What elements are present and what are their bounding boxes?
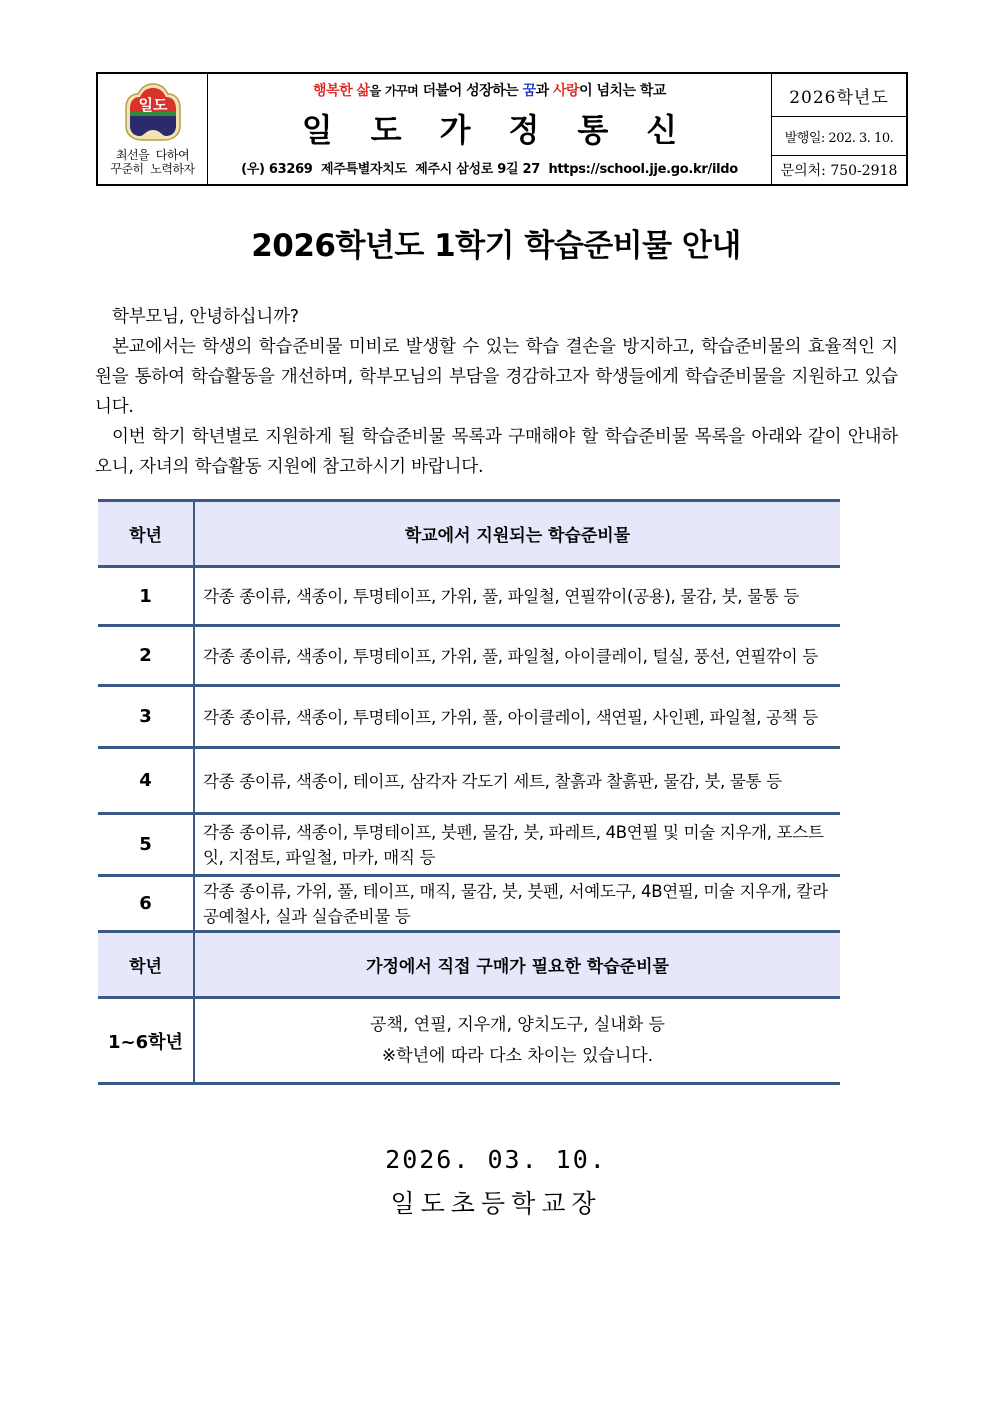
table-row — [98, 998, 840, 1084]
table-row — [98, 876, 840, 932]
header-info-cell — [772, 74, 906, 184]
supplies-cell: 각종 종이류, 색종이, 투명테이프, 붓펜, 물감, 붓, 파레트, 4B연필 및 미술 지우개, 포스트잇, 지점토, 파일철, 마카, 매직 등 — [194, 814, 840, 876]
home-supplies-header-row — [98, 932, 840, 998]
header-main-cell — [208, 74, 772, 184]
school-logo-icon — [122, 82, 184, 142]
supplies-cell: 각종 종이류, 가위, 풀, 테이프, 매직, 물감, 붓, 붓펜, 서예도구, 4B연필, 미술 지우개, 칼라공예철사, 실과 실습준비물 등 — [194, 876, 840, 932]
grade-cell: 2 — [98, 626, 194, 686]
svg-text:일도: 일도 — [138, 96, 167, 114]
grade-cell: 1 — [98, 567, 194, 626]
slogan-text: 이 넘치는 학교 — [579, 83, 666, 99]
signature-date: 2026. 03. 10. — [385, 1145, 607, 1174]
notice-paragraph: 이번 학기 학년별로 지원하게 될 학습준비물 목록과 구매해야 할 학습준비물 목록을 아래와 같이 안내하오니, 자녀의 학습활동 지원에 참고하시기 바랍니다. — [95, 427, 898, 477]
greeting-paragraph: 학부모님, 안녕하십니까? — [112, 307, 299, 327]
table-row — [98, 626, 840, 686]
grade-column-header: 학년 — [98, 501, 194, 567]
newsletter-title: 일도가정통신 — [301, 111, 716, 149]
supplies-cell: 각종 종이류, 색종이, 투명테이프, 가위, 풀, 아이클레이, 색연필, 사인펜, 파일철, 공책 등 — [194, 686, 840, 748]
table-row — [98, 686, 840, 748]
intro-text — [95, 302, 898, 482]
slogan-text: 꿈 — [522, 83, 536, 99]
grade-cell: 4 — [98, 748, 194, 814]
slogan-text: 삶 — [356, 83, 370, 99]
school-supplies-header-row — [98, 501, 840, 567]
slogan-text: 더불어 성장하는 — [422, 83, 519, 99]
signature-name: 일도초등학교장 — [390, 1189, 602, 1218]
motto-line-1: 최선을 다하여 — [115, 148, 190, 162]
grade-column-header: 학년 — [98, 932, 194, 998]
grade-cell: 3 — [98, 686, 194, 748]
purpose-paragraph: 본교에서는 학생의 학습준비물 미비로 발생할 수 있는 학습 결손을 방지하고, 학습준비물의 효율적인 지원을 통하여 학습활동을 개선하며, 학부모님의 부담을 경감하고자 학생들에게 학습준비물을 지원하고 있습니다. — [95, 337, 898, 417]
school-address: (우) 63269 제주특별자치도 제주시 삼성로 9길 27 https://school.jje.go.kr/ildo — [241, 161, 738, 177]
school-slogan — [208, 74, 771, 106]
slogan-text: 사랑 — [553, 83, 580, 99]
supplies-cell: 각종 종이류, 색종이, 투명테이프, 가위, 풀, 파일철, 연필깎이(공용), 물감, 붓, 물통 등 — [194, 567, 840, 626]
school-year: 2026학년도 — [772, 74, 906, 117]
school-emblem-cell — [98, 74, 208, 184]
motto-line-2: 꾸준히 노력하자 — [110, 162, 195, 176]
home-supplies-list: 공책, 연필, 지우개, 양치도구, 실내화 등 — [370, 1014, 665, 1035]
grade-cell: 6 — [98, 876, 194, 932]
slogan-text: 과 — [535, 83, 549, 99]
supplies-cell: 각종 종이류, 색종이, 투명테이프, 가위, 풀, 파일철, 아이클레이, 털실, 풍선, 연필깎이 등 — [194, 626, 840, 686]
newsletter-header — [96, 72, 908, 186]
home-supplies-note: ※학년에 따라 다소 차이는 있습니다. — [381, 1045, 654, 1066]
slogan-text: 가꾸며 — [384, 83, 419, 98]
issue-date: 발행일: 202. 3. 10. — [772, 117, 906, 156]
supplies-cell: 각종 종이류, 색종이, 테이프, 삼각자 각도기 세트, 찰흙과 찰흙판, 물감, 붓, 물통 등 — [194, 748, 840, 814]
home-supplies-cell — [194, 998, 840, 1084]
supplies-table — [98, 499, 840, 1085]
school-supplies-column-header: 학교에서 지원되는 학습준비물 — [194, 501, 840, 567]
home-supplies-column-header: 가정에서 직접 구매가 필요한 학습준비물 — [194, 932, 840, 998]
grade-cell: 5 — [98, 814, 194, 876]
slogan-text: 을 — [369, 83, 381, 98]
grade-cell: 1~6학년 — [98, 998, 194, 1084]
slogan-text: 행복한 — [313, 83, 353, 99]
table-row — [98, 567, 840, 626]
school-motto — [110, 148, 194, 176]
table-row — [98, 814, 840, 876]
contact-number: 문의처: 750-2918 — [780, 163, 898, 179]
document-title: 2026학년도 1학기 학습준비물 안내 — [251, 228, 741, 264]
table-row — [98, 748, 840, 814]
